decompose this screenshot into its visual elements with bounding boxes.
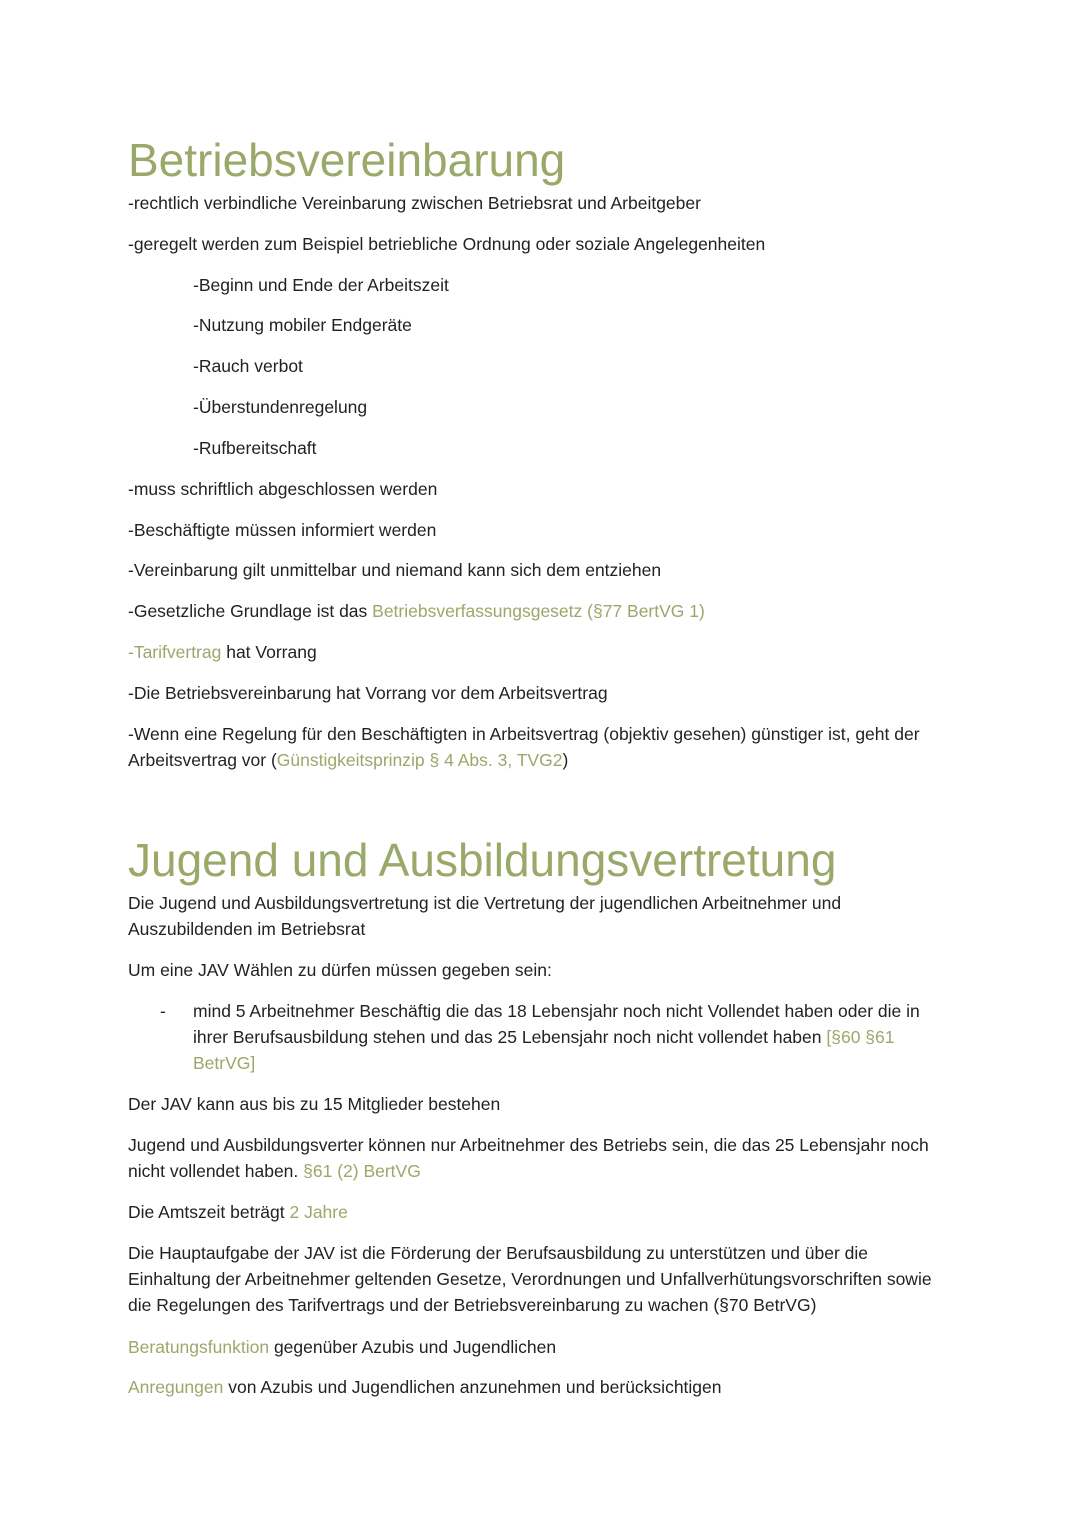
heading-betriebsvereinbarung: Betriebsvereinbarung <box>128 134 566 186</box>
legal-basis-text: -Gesetzliche Grundlage ist das <box>128 601 373 621</box>
advice-text: gegenüber Azubis und Jugendlichen <box>269 1337 557 1357</box>
eligibility-paragraph <box>128 1132 938 1184</box>
favorability-text: -Wenn eine Regelung für den Beschäftigten in Arbeitsvertrag (objektiv gesehen) günstiger ist, geht der Arbeitsvertrag vor ( <box>128 724 920 770</box>
example-item: -Beginn und Ende der Arbeitszeit <box>193 275 449 295</box>
suggestions-text: von Azubis und Jugendlichen anzunehmen und berücksichtigen <box>223 1377 722 1397</box>
term-text: Die Amtszeit beträgt <box>128 1202 290 1222</box>
text-line: -Die Betriebsvereinbarung hat Vorrang vor dem Arbeitsvertrag <box>128 683 608 703</box>
text-line: -geregelt werden zum Beispiel betriebliche Ordnung oder soziale Angelegenheiten <box>128 234 766 254</box>
members-line: Der JAV kann aus bis zu 15 Mitglieder bestehen <box>128 1094 501 1114</box>
requirements-label: Um eine JAV Wählen zu dürfen müssen gegeben sein: <box>128 960 552 980</box>
eligibility-text: Jugend und Ausbildungsverter können nur Arbeitnehmer des Betriebs sein, die das 25 Lebensjahr noch nicht vollendet haben. <box>128 1135 929 1181</box>
advice-line <box>128 1334 556 1360</box>
text-line: -muss schriftlich abgeschlossen werden <box>128 479 438 499</box>
requirement-bullet <box>193 998 953 1076</box>
suggestions-line <box>128 1374 722 1400</box>
favorability-reference: Günstigkeitsprinzip § 4 Abs. 3, TVG2 <box>276 750 563 770</box>
favorability-paragraph <box>128 721 938 773</box>
heading-jugend-ausbildungsvertretung: Jugend und Ausbildungsvertretung <box>128 834 837 886</box>
bullet-marker: - <box>160 1001 166 1021</box>
text-line: -Beschäftigte müssen informiert werden <box>128 520 437 540</box>
advice-term: Beratungsfunktion <box>128 1337 270 1357</box>
legal-basis-reference: Betriebsverfassungsgesetz (§77 BertVG 1) <box>372 601 705 621</box>
example-item: -Rauch verbot <box>193 356 303 376</box>
main-task-paragraph: Die Hauptaufgabe der JAV ist die Förderung der Berufsausbildung zu unterstützen und über die Einhaltung der Arbeitnehmer geltenden Gesetze, Verordnungen und Unfallverhütungsvorschriften sowie die Regelungen des Tarifvertrags und der Betriebsvereinbarung zu wachen (§70 BetrVG) <box>128 1243 932 1315</box>
text-line: -rechtlich verbindliche Vereinbarung zwischen Betriebsrat und Arbeitgeber <box>128 193 701 213</box>
tarif-line <box>128 639 317 665</box>
requirement-text: mind 5 Arbeitnehmer Beschäftig die das 18 Lebensjahr noch nicht Vollendet haben oder die in ihrer Berufsausbildung stehen und das 25 Lebensjahr noch nicht vollendet haben <box>193 1001 920 1047</box>
intro-paragraph: Die Jugend und Ausbildungsvertretung ist die Vertretung der jugendlichen Arbeitnehmer und Auszubildenden im Betriebsrat <box>128 893 842 939</box>
term-value: 2 Jahre <box>289 1202 348 1222</box>
term-line <box>128 1199 348 1225</box>
favorability-end: ) <box>562 750 569 770</box>
tarif-reference: -Tarifvertrag <box>128 642 222 662</box>
suggestions-term: Anregungen <box>128 1377 224 1397</box>
tarif-text: hat Vorrang <box>221 642 317 662</box>
eligibility-reference: §61 (2) BertVG <box>303 1161 421 1181</box>
example-item: -Rufbereitschaft <box>193 438 317 458</box>
requirement-reference: [§60 §61 BetrVG] <box>193 1027 895 1073</box>
legal-basis-line <box>128 598 705 624</box>
text-line: -Vereinbarung gilt unmittelbar und niemand kann sich dem entziehen <box>128 560 662 580</box>
example-item: -Nutzung mobiler Endgeräte <box>193 315 412 335</box>
example-item: -Überstundenregelung <box>193 397 368 417</box>
